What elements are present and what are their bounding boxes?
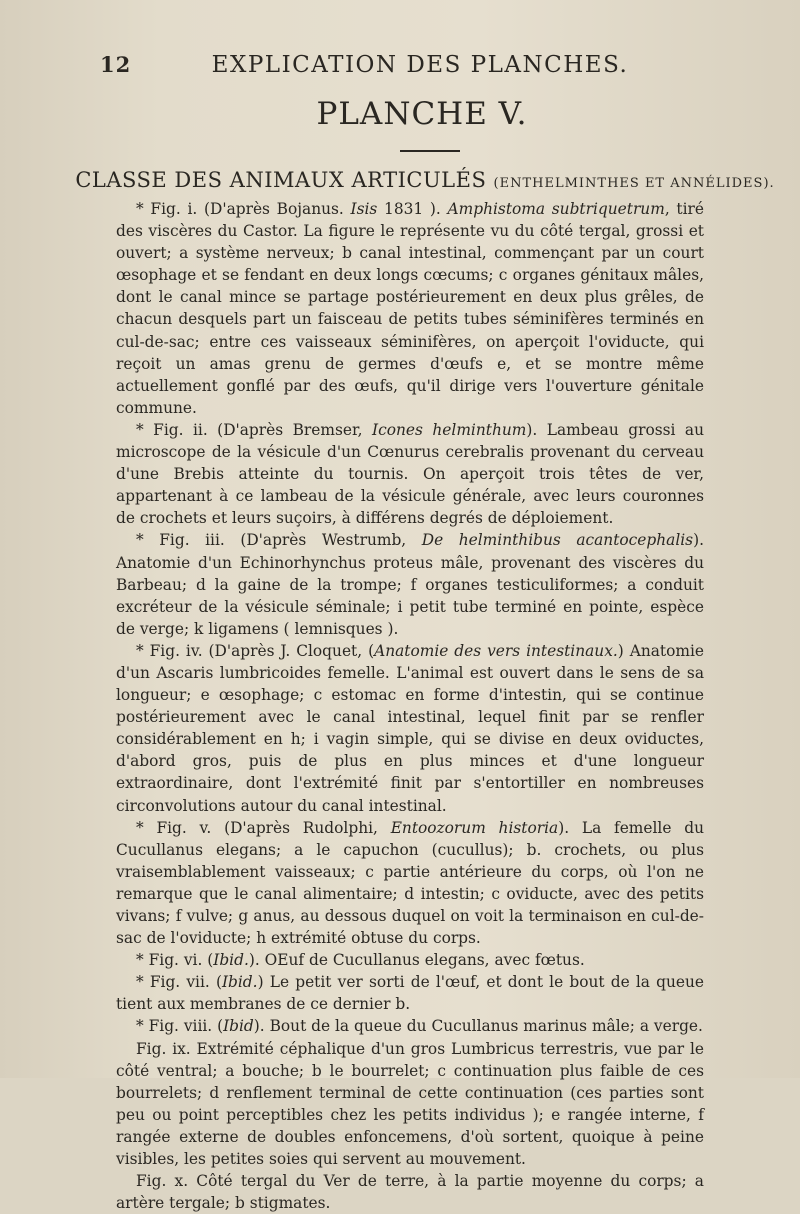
class-title-text: CLASSE DES ANIMAUX ARTICULÉS [75, 168, 487, 192]
figure-paragraph-8: * Fig. viii. (Ibid). Bout de la queue du Cucullanus marinus mâle; a verge. [136, 1017, 703, 1036]
figure-descriptions [116, 198, 704, 1214]
page-number: 12 [100, 52, 132, 77]
plate-title: PLANCHE V. [316, 96, 528, 132]
class-subtitle: (ENTHELMINTHES ET ANNÉLIDES). [493, 176, 775, 191]
figure-paragraph-10: Fig. x. Côté tergal du Ver de terre, à la partie moyenne du corps; a artère tergale; b stigmates. [116, 1172, 704, 1213]
figure-paragraph-5: * Fig. v. (D'après Rudolphi, Entoozorum historia). La femelle du Cucullanus elegans; a le capuchon (cucullus); b. crochets, ou plus vraisemblablement vaisseaux; c partie antérieure du corps, où l'on ne remarque que le canal alimentaire; d intestin; c oviducte, avec des petits vivans; f vulve; g anus, au dessous duquel on voit la terminaison en cul-de-sac de l'oviducte; h extrémité obtuse du corps. [116, 818, 704, 948]
figure-paragraph-6: * Fig. vi. (Ibid.). OEuf de Cucullanus elegans, avec fœtus. [136, 951, 585, 970]
figure-paragraph-1: * Fig. i. (D'après Bojanus. Isis 1831 ). Amphistoma subtriquetrum, tiré des viscères du Castor. La figure le représente vu du côté tergal, grossi et ouvert; a système nerveux; b canal intestinal, commençant par un court œsophage et se fendant en deux longs cœcums; c organes génitaux mâles, dont le canal mince se partage postérieurement en deux plus grêles, de chacun desquels part un faisceau de petits tubes séminifères terminés en cul-de-sac; entre ces vaisseaux séminifères, on aperçoit l'oviducte, qui reçoit un amas grenu de germes d'œufs e, et se montre même actuellement gonflé par des œufs, qu'il dirige vers l'ouverture génitale commune. [116, 200, 704, 417]
running-head: EXPLICATION DES PLANCHES. [211, 52, 629, 78]
figure-paragraph-7: * Fig. vii. (Ibid.) Le petit ver sorti de l'œuf, et dont le bout de la queue tient aux membranes de ce dernier b. [116, 973, 704, 1014]
class-title [0, 168, 800, 192]
figure-paragraph-3: * Fig. iii. (D'après Westrumb, De helminthibus acantocephalis). Anatomie d'un Echinorhynchus proteus mâle, provenant des viscères du Barbeau; d la gaine de la trompe; f organes testiculiformes; a conduit excréteur de la vésicule séminale; i petit tube terminé en pointe, espèce de verge; k ligamens ( lemnisques ). [116, 531, 704, 638]
figure-paragraph-4: * Fig. iv. (D'après J. Cloquet, (Anatomie des vers intestinaux.) Anatomie d'un Ascaris lumbricoides femelle. L'animal est ouvert dans le sens de sa longueur; e œsophage; c estomac en forme d'intestin, qui se continue postérieurement avec le canal intestinal, lequel finit par se renfler considérablement en h; i vagin simple, qui se divise en deux oviductes, d'abord gros, puis de plus en plus minces et d'une longueur extraordinaire, dont l'extrémité finit par s'entortiller en nombreuses circonvolutions autour du canal intestinal. [116, 641, 704, 815]
figure-paragraph-2: * Fig. ii. (D'après Bremser, Icones helminthum). Lambeau grossi au microscope de la vésicule d'un Cœnurus cerebralis provenant du cerveau d'une Brebis atteinte du tournis. On aperçoit trois têtes de ver, appartenant à ce lambeau de la vésicule générale, avec leurs couronnes de crochets et leurs suçoirs, à différens degrés de déploiement. [116, 420, 704, 528]
title-rule [400, 150, 460, 152]
figure-paragraph-9: Fig. ix. Extrémité céphalique d'un gros Lumbricus terrestris, vue par le côté ventral; a bouche; b le bourrelet; c continuation plus faible de ces bourrelets; d renflement terminal de cette continuation (ces parties sont peu ou point perceptibles chez les petits individus ); e rangée interne, f rangée externe de doubles enfoncemens, d'où sortent, quoique à peine visibles, les petites soies qui servent au mouvement. [116, 1039, 704, 1169]
page-header [0, 52, 800, 84]
